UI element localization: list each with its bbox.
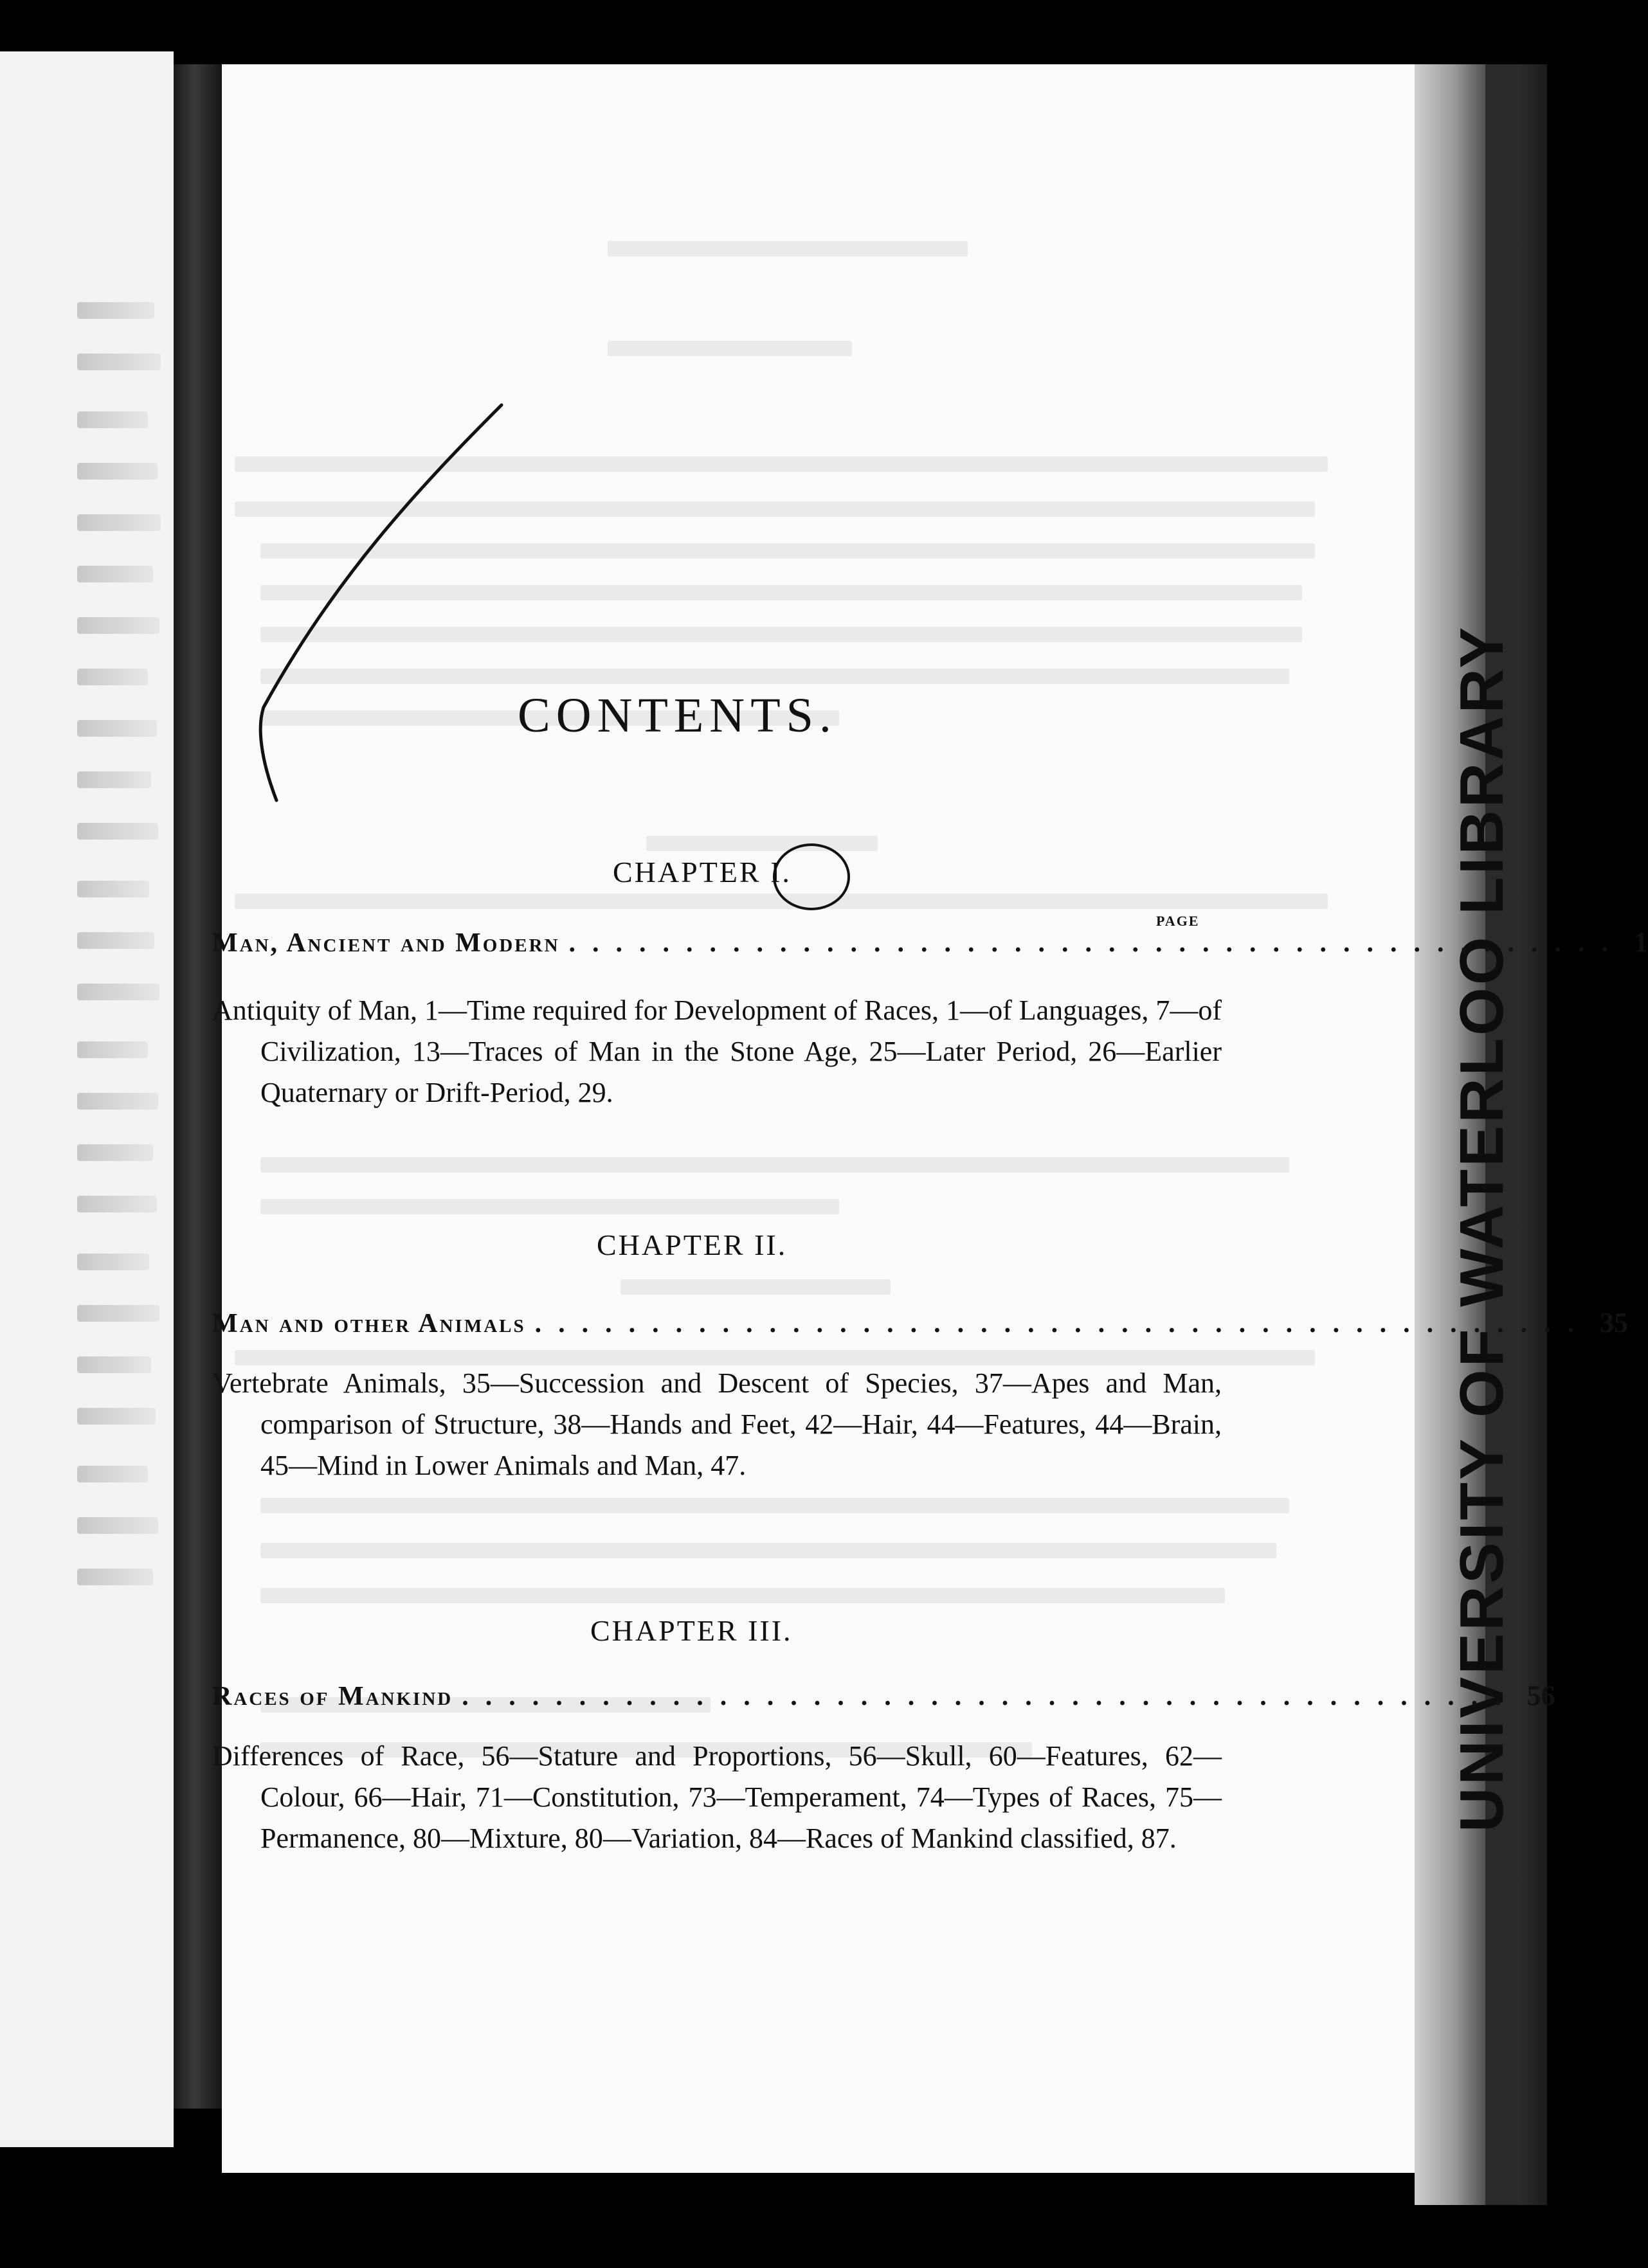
entry-title: Man and other Animals xyxy=(212,1309,526,1338)
pencil-circle xyxy=(774,845,849,909)
entry-page-number: 56 xyxy=(1526,1680,1555,1711)
entry-title: Man, Ancient and Modern xyxy=(212,928,560,958)
chapter-summary: Vertebrate Animals, 35—Succession and Descent of Species, 37—Apes and Man, comparison of Structure, 38—Hands and Feet, 42—Hair, 44—Features, 44—Brain, 45—Mind in Lower Animals and Man, 47. xyxy=(212,1367,1222,1481)
chapter-heading: CHAPTER I. xyxy=(613,856,792,888)
entry-page-number: 1 xyxy=(1634,926,1648,958)
page-title: CONTENTS. xyxy=(518,688,837,742)
entry-page-number: 35 xyxy=(1600,1307,1629,1338)
entry-title: Races of Mankind xyxy=(212,1682,453,1711)
pencil-stroke xyxy=(260,405,502,800)
library-stamp: UNIVERSITY OF WATERLOO LIBRARY xyxy=(1447,624,1516,1832)
chapter-summary: Antiquity of Man, 1—Time required for Development of Races, 1—of Languages, 7—of Civilization, 13—Traces of Man in the Stone Age, 25—Later Period, 26—Earlier Quaternary or Drift-Period, 29. xyxy=(212,995,1222,1108)
chapter-summary: Differences of Race, 56—Stature and Proportions, 56—Skull, 60—Features, 62—Colour, 66—Hair, 71—Constitution, 73—Temperament, 74—Types of Races, 75—Permanence, 80—Mixture, 80—Variation, 84—Races of Mankind classified, 87. xyxy=(212,1740,1222,1854)
page-column-label: PAGE xyxy=(1156,913,1200,929)
dot-leader: ............................................. xyxy=(462,1682,1518,1711)
chapter-heading: CHAPTER III. xyxy=(590,1614,793,1647)
dot-leader: ............................................. xyxy=(534,1309,1591,1338)
chapter-heading: CHAPTER II. xyxy=(597,1228,788,1261)
dot-leader: ............................................. xyxy=(568,928,1625,958)
